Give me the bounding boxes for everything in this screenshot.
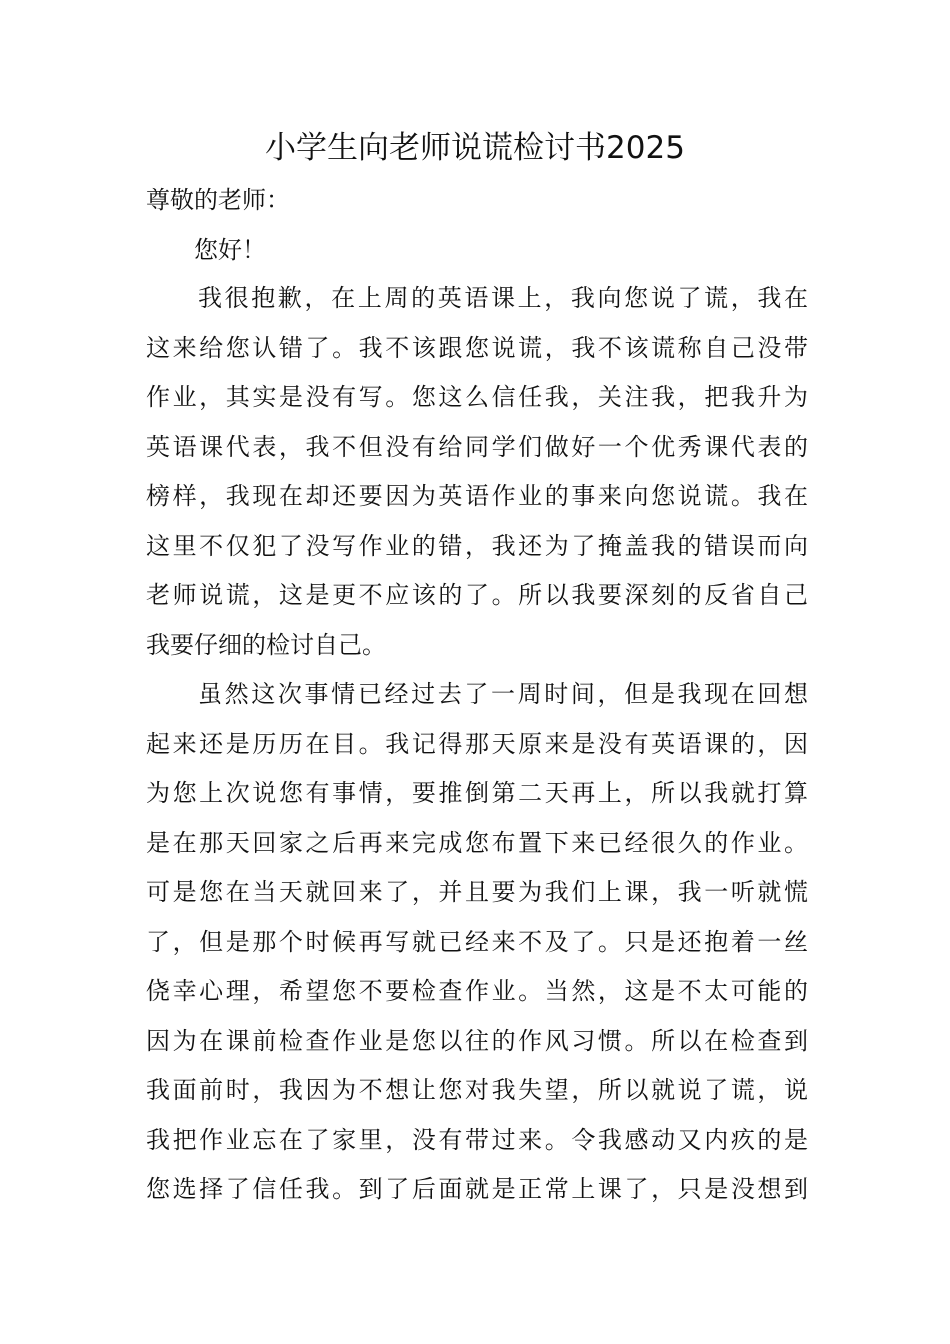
paragraph-line: 起来还是历历在目。我记得那天原来是没有英语课的，因 [146, 729, 808, 758]
paragraph-line: 作业，其实是没有写。您这么信任我，关注我，把我升为 [146, 383, 808, 411]
paragraph-line: 榜样，我现在却还要因为英语作业的事来向您说谎。我在 [146, 482, 808, 510]
paragraph-line: 我面前时，我因为不想让您对我失望，所以就说了谎，说 [146, 1076, 808, 1104]
paragraph-line: 我把作业忘在了家里，没有带过来。令我感动又内疚的是 [146, 1125, 808, 1154]
greeting: 您好！ [194, 236, 266, 264]
paragraph-line: 是在那天回家之后再来完成您布置下来已经很久的作业。 [146, 828, 808, 857]
paragraph-line: 这里不仅犯了没写作业的错，我还为了掩盖我的错误而向 [146, 531, 808, 560]
paragraph-line: 可是您在当天就回来了，并且要为我们上课，我一听就慌 [146, 878, 808, 906]
paragraph-line: 虽然这次事情已经过去了一周时间，但是我现在回想 [198, 680, 808, 708]
paragraph-2 [146, 676, 808, 1221]
paragraph-line: 为您上次说您有事情，要推倒第二天再上，所以我就打算 [146, 779, 808, 807]
document-body [146, 280, 808, 1221]
paragraph-line: 侥幸心理，希望您不要检查作业。当然，这是不太可能的 [146, 977, 808, 1005]
paragraph-line: 英语课代表，我不但没有给同学们做好一个优秀课代表的 [146, 432, 808, 461]
paragraph-line: 因为在课前检查作业是您以往的作风习惯。所以在检查到 [146, 1026, 808, 1055]
paragraph-line: 老师说谎，这是更不应该的了。所以我要深刻的反省自己 [146, 581, 808, 609]
paragraph-line: 这来给您认错了。我不该跟您说谎，我不该谎称自己没带 [146, 333, 808, 362]
paragraph-line: 您选择了信任我。到了后面就是正常上课了，只是没想到 [146, 1175, 808, 1203]
paragraph-1 [146, 280, 808, 676]
document-title: 小学生向老师说谎检讨书2025 [265, 130, 685, 166]
salutation: 尊敬的老师： [146, 186, 290, 214]
paragraph-line: 了，但是那个时候再写就已经来不及了。只是还抱着一丝 [146, 927, 808, 956]
paragraph-line: 我要仔细的检讨自己。 [146, 630, 386, 659]
paragraph-line: 我很抱歉，在上周的英语课上，我向您说了谎，我在 [198, 284, 808, 312]
